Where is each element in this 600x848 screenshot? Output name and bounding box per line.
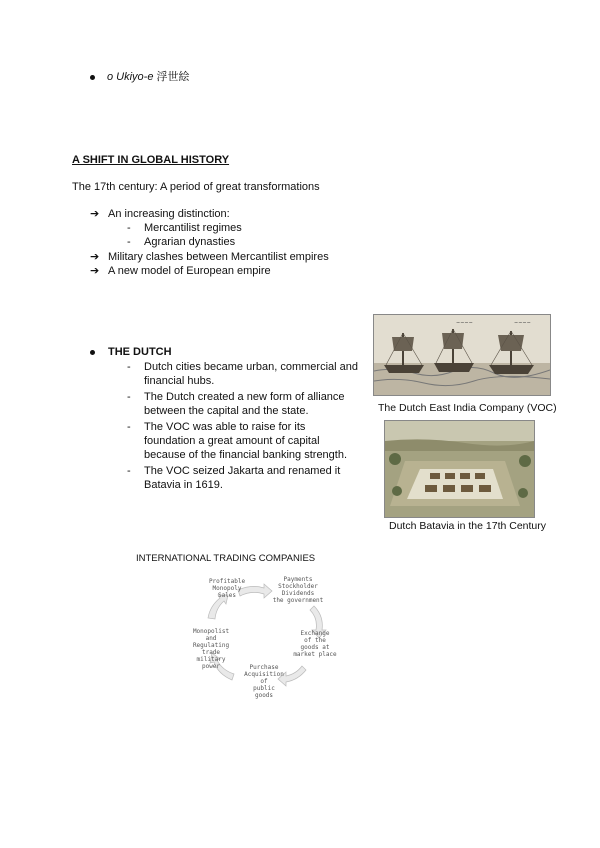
bullet-icon [90,75,95,80]
dash-icon: - [127,236,131,248]
bullet-icon [90,350,95,355]
arrow-icon: ➔ [90,250,100,263]
dutch-point-2a: The Dutch created a new form of alliance [144,391,345,403]
dutch-point-3a: The VOC was able to raise for its [144,421,306,433]
sub-item-2: Agrarian dynasties [144,236,236,248]
dash-icon: - [127,391,131,403]
caption-batavia: Dutch Batavia in the 17th Century [389,520,547,532]
dash-icon: - [127,361,131,373]
ukiyoe-label: o Ukiyo-e [107,71,154,83]
dutch-point-1a: Dutch cities became urban, commercial and [144,361,358,373]
node-monopolist [186,628,236,670]
node-text: trade [201,649,221,656]
section-heading: A SHIFT IN GLOBAL HISTORY [72,154,230,166]
node-text: Monopolist [192,628,230,635]
arrow-icon: ➔ [90,207,100,220]
intro-line: The 17th century: A period of great transformations [72,181,320,193]
batavia-illustration [385,421,534,517]
diagram-title: INTERNATIONAL TRADING COMPANIES [136,553,316,564]
node-purchase [236,664,292,699]
node-text: Sales [217,592,237,599]
arrow-item-1: An increasing distinction: [108,208,230,220]
node-text: power [201,663,221,670]
caption-voc: The Dutch East India Company (VOC) [378,402,557,414]
node-text: the government [272,597,324,604]
arrow-icon: ➔ [90,264,100,277]
dutch-point-2b: between the capital and the state. [144,405,309,417]
node-text: Exchange [300,630,330,637]
svg-text:~~~~: ~~~~ [456,320,473,326]
ships-illustration [374,315,550,395]
dutch-point-3b: foundation a great amount of capital [144,435,320,447]
sub-item-1: Mercantilist regimes [144,222,242,234]
node-text: public [253,685,275,692]
node-text: Regulating [192,642,230,649]
ukiyoe-kanji: 浮世絵 [156,70,190,83]
dash-icon: - [127,222,131,234]
dutch-point-3c: because of the financial banking strength. [144,449,348,461]
node-exchange [290,630,340,658]
cycle-diagram [186,570,346,705]
node-text: Acquisition [244,671,284,678]
svg-text:~~~~: ~~~~ [514,320,531,326]
dash-icon: - [127,465,131,477]
node-payments [266,576,330,604]
node-text: Purchase [249,664,279,671]
node-text: Profitable [208,578,246,585]
node-text: Payments [283,576,313,583]
node-text: and [205,635,217,642]
dutch-point-4b: Batavia in 1619. [144,479,223,491]
node-text: market place [293,651,337,658]
dutch-point-1b: financial hubs. [144,375,215,387]
arrow-item-3: A new model of European empire [108,265,271,277]
ukiyoe-item [107,70,190,84]
batavia-image [384,420,535,518]
node-text: Monopoly [212,585,242,592]
node-text: goods at [300,644,330,651]
node-text: Stockholder [278,583,318,590]
node-profitable-monopoly [200,578,254,599]
node-text: of [260,678,268,685]
node-text: of the [304,637,326,644]
arrow-item-2: Military clashes between Mercantilist empires [108,251,329,263]
voc-ships-image [373,314,551,396]
node-text: Dividends [281,590,315,597]
node-text: military [196,656,226,663]
dash-icon: - [127,421,131,433]
node-text: goods [254,692,274,699]
dutch-point-4a: The VOC seized Jakarta and renamed it [144,465,341,477]
dutch-heading: THE DUTCH [108,346,172,358]
